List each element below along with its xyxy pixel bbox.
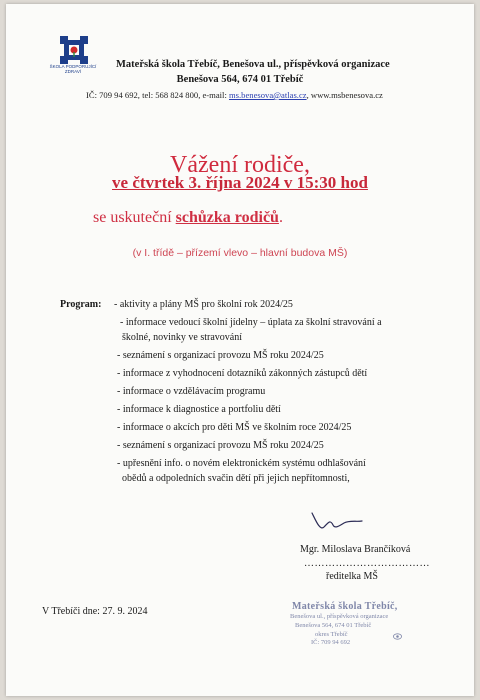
meeting-announcement — [93, 209, 283, 227]
meeting-pre: se uskuteční — [93, 209, 176, 226]
program-line: - informace vedoucí školní jídelny – úplata za školní stravování a — [120, 317, 382, 328]
email-link[interactable]: ms.benesova@atlas.cz — [228, 90, 307, 100]
program-line: školné, novinky ve stravování — [122, 332, 242, 343]
program-line: - seznámení s organizací provozu MŠ roku 2024/25 — [117, 440, 324, 451]
header-address: Benešova 564, 674 01 Třebíč — [176, 74, 304, 85]
greeting-heading: Vážení rodiče, — [170, 152, 310, 178]
document-date: V Třebíči dne: 27. 9. 2024 — [42, 606, 148, 617]
signature-line: ……………………………… — [304, 558, 430, 569]
document-page — [6, 4, 474, 696]
program-line: - informace o akcích pro děti MŠ ve školním roce 2024/25 — [117, 422, 352, 433]
program-line: - aktivity a plány MŠ pro školní rok 2024/25 — [114, 299, 293, 310]
program-line: - upřesnění info. o novém elektronickém systému odhlašování — [117, 458, 366, 469]
program-line: - informace k diagnostice a portfoliu dětí — [117, 404, 281, 415]
program-line: - seznámení s organizací provozu MŠ roku 2024/25 — [117, 350, 324, 361]
meeting-post: . — [278, 209, 283, 226]
meeting-datetime: ve čtvrtek 3. října 2024 v 15:30 hod — [112, 173, 368, 192]
meeting-location: (v I. třídě – přízemí vlevo – hlavní budova MŠ) — [132, 247, 348, 259]
logo-caption: ŠKOLA PODPORUJÍCÍ ZDRAVÍ — [49, 64, 97, 74]
program-label: Program: — [60, 299, 102, 310]
program-line: - informace o vzdělávacím programu — [117, 386, 266, 397]
header-school-name: Mateřská škola Třebíč, Benešova ul., příspěvková organizace — [116, 59, 390, 70]
program-line: - informace z vyhodnocení dotazníků zákonných zástupců dětí — [117, 368, 368, 379]
school-stamp — [289, 601, 409, 661]
handwritten-signature — [306, 509, 366, 539]
stamp-emblem-icon — [393, 632, 402, 641]
stamp-line: okres Třebíč — [315, 631, 348, 638]
contacts-prefix: IČ: 709 94 692, tel: 568 824 800, e-mail: — [86, 90, 229, 100]
meeting-title: schůzka rodičů — [175, 209, 279, 226]
header-contacts — [86, 90, 383, 100]
signatory-title: ředitelka MŠ — [326, 571, 378, 582]
stamp-line: Benešova 564, 674 01 Třebíč — [295, 622, 372, 629]
stamp-line: Benešova ul., příspěvková organizace — [290, 613, 389, 620]
program-line: obědů a odpoledních svačin dětí při jejich nepřítomnosti, — [122, 473, 350, 484]
stamp-line: IČ: 709 94 692 — [311, 639, 351, 646]
stamp-line: Mateřská škola Třebíč, — [292, 601, 398, 612]
contacts-suffix: , www.msbenesova.cz — [306, 90, 383, 100]
signatory-name: Mgr. Miloslava Brančíková — [300, 544, 411, 555]
